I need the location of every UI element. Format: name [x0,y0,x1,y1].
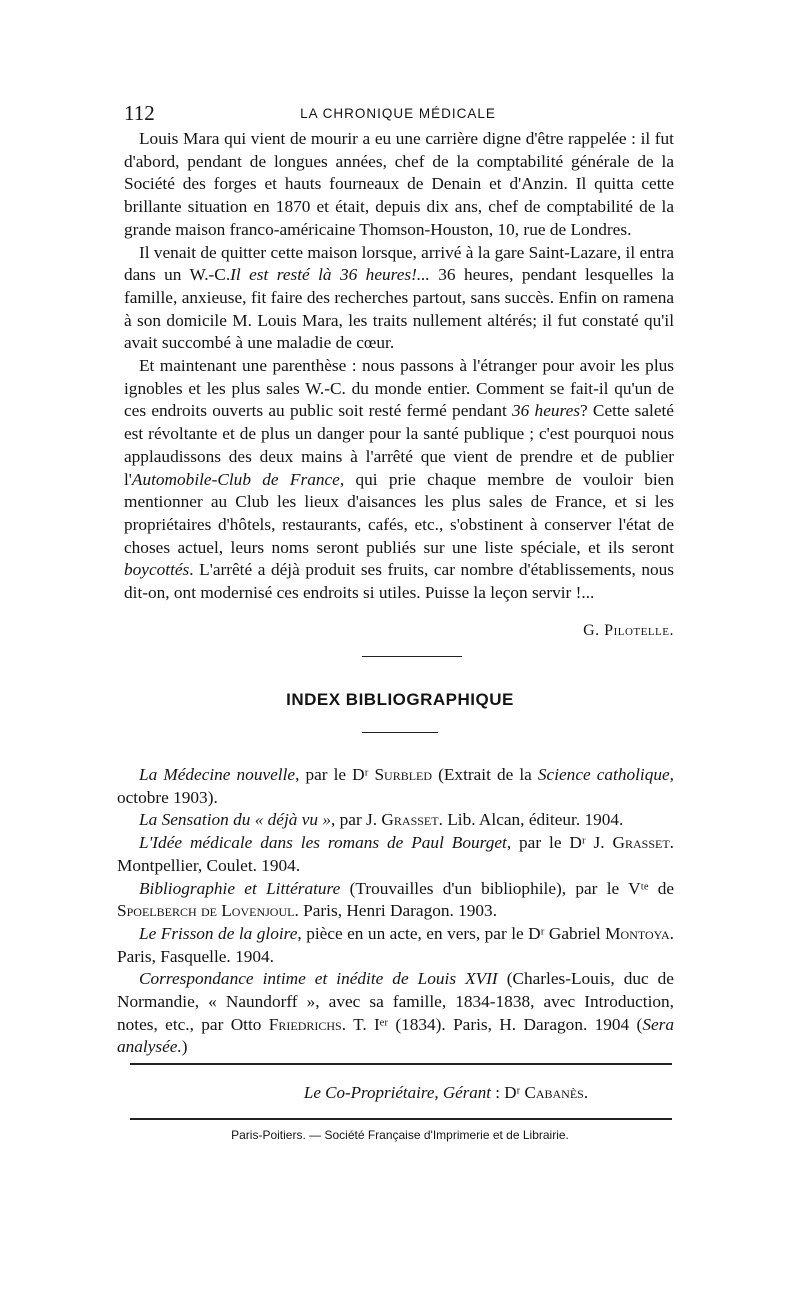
entry-text: ) [181,1037,188,1057]
gerant-text: . [583,1083,589,1102]
entry-title: Le Frisson de la gloire [139,923,298,943]
title-underline [362,732,438,733]
running-title: LA CHRONIQUE MÉDICALE [300,106,496,121]
article-paragraph-3-text-c: , qui prie chaque membre de vouloir bien mentionner au Club les lieux d'aisances les plus sales de France, et si les propriétaires d'hôtels, restaurants, cafés, etc., s'obstinent à conserver l'état de choses actuel, leurs noms seront publiés sur une liste spéciale, et ils seront [124,469,674,557]
entry-title: La Médecine nouvelle [139,765,296,784]
entry-text: (Charles-Louis, duc de Normandie, « Naundorff », avec sa famille, 1834-1838, avec Introduction, notes, etc., par Otto [117,969,674,1034]
article-emphasis-36-heures: Il est resté là 36 heures!... [230,265,430,285]
printer-footer: Paris-Poitiers. — Société Française d'Imprimerie et de Librairie. [231,1128,569,1142]
footer-divider [130,1118,672,1120]
gerant-role: Le Co-Propriétaire, Gérant [303,1083,492,1102]
entry-title: La Sensation du « [139,810,268,830]
article-paragraph-2 [124,242,674,356]
entry-author: Spoelberch de Lovenjoul [117,901,295,921]
entry-author: Montoya [605,923,670,943]
article-paragraph-2-text: Il venait de quitter cette maison lorsque, arrivé à la gare Saint-Lazare, il entra dans un W.-C. [124,242,674,285]
entry-text: . Paris, Fasquelle. 1904. [117,923,674,966]
section-divider [130,1063,672,1065]
entry-text: . T. Iᵉʳ (1834). Paris, H. Daragon. 1904 ( [341,1014,643,1034]
article-emphasis-boycottes: boycottés [124,560,190,580]
entry-title: L'Idée médicale dans les romans de Paul Bourget [139,833,507,853]
page-number: 112 [124,101,155,125]
entry-text: . Lib. Alcan, éditeur. 1904. [438,810,624,830]
entry-source: Science catholique [537,765,670,784]
bibliography-list [117,764,674,1059]
entry-text: , par le Dʳ J. [506,833,613,853]
article-emphasis-club: Automobile-Club de France [131,469,340,489]
article-emphasis-duration: 36 heures [512,401,580,421]
entry-text: . Montpellier, Coulet. 1904. [117,833,674,875]
article-body [124,128,674,605]
article-paragraph-1: Louis Mara qui vient de mourir a eu une carrière digne d'être rappelée : il fut d'abord, pendant de longues années, chef de la comptabilité générale de la Société des forges et hauts fourneaux de Denain et d'Anzin. Il quitta cette brillante situation en 1870 et était, depuis dix ans, chef de comptabilité de la grande maison franco-américaine Thomson-Houston, 10, rue de Londres. [124,129,674,239]
article-paragraph-3-text-b: ? Cette saleté est révoltante et de plus un danger pour la santé publique ; c'est pourquoi nous applaudissons des deux mains à l'arrêté que vient de prendre et de publier l' [124,401,674,489]
entry-text: , par J. [331,810,382,830]
gerant-line [0,1083,800,1103]
entry-title: Bibliographie et Littérature [139,878,341,898]
bibliography-entry [117,764,674,809]
entry-text: , par le Dʳ [295,765,375,784]
gerant-name: Cabanès [524,1083,584,1102]
bibliography-entry [117,878,674,923]
article-paragraph-3 [124,355,674,605]
section-divider [362,656,462,657]
index-title: INDEX BIBLIOGRAPHIQUE [286,690,514,709]
page-header [124,101,672,127]
entry-author: Grasset [612,833,670,853]
article-paragraph-3-text: Et maintenant une parenthèse : nous passons à l'étranger pour avoir les plus ignobles et les plus sales W.-C. du monde entier. Comment se fait-il qu'un de ces endroits ouverts au public soit resté fermé pendant [124,356,674,421]
entry-text: , pièce en un acte, en vers, par le Dʳ Gabriel [297,923,606,943]
article-paragraph-2-text-end: 36 heures, pendant lesquelles la famille, anxieuse, fit faire des recherches partout, sans succès. Enfin on ramena à son domicile M. Louis Mara, les traits nullement altérés; il fut constaté qu'il avait succombé à une maladie de cœur. [124,265,674,353]
entry-text: (Extrait de la [432,765,538,784]
bibliography-entry [117,832,674,877]
entry-text: , octobre 1903). [117,765,674,807]
bibliography-entry [117,923,674,968]
bibliography-entry [117,809,674,832]
entry-title: Correspondance intime et inédite de Louis XVII [139,969,498,989]
bibliography-entry [117,968,674,1059]
article-paragraph-3-text-d: . L'arrêté a déjà produit ses fruits, car nombre d'établissements, nous dit-on, ont modernisé ces endroits si utiles. Puisse la leçon servir !... [124,560,674,603]
entry-note: Sera analysée. [117,1014,674,1057]
entry-author: Friedrichs [268,1014,342,1034]
entry-author: Grasset [381,810,439,830]
entry-author: Surbled [374,765,433,784]
entry-text: (Trouvailles d'un bibliophile), par le Vᵗᵉ de [340,878,675,898]
entry-title: déjà vu [267,810,319,830]
entry-text: . Paris, Henri Daragon. 1903. [294,901,498,921]
entry-title: » [318,810,332,830]
gerant-text: : Dʳ [491,1083,525,1102]
article-signature: G. Pilotelle. [583,622,674,639]
